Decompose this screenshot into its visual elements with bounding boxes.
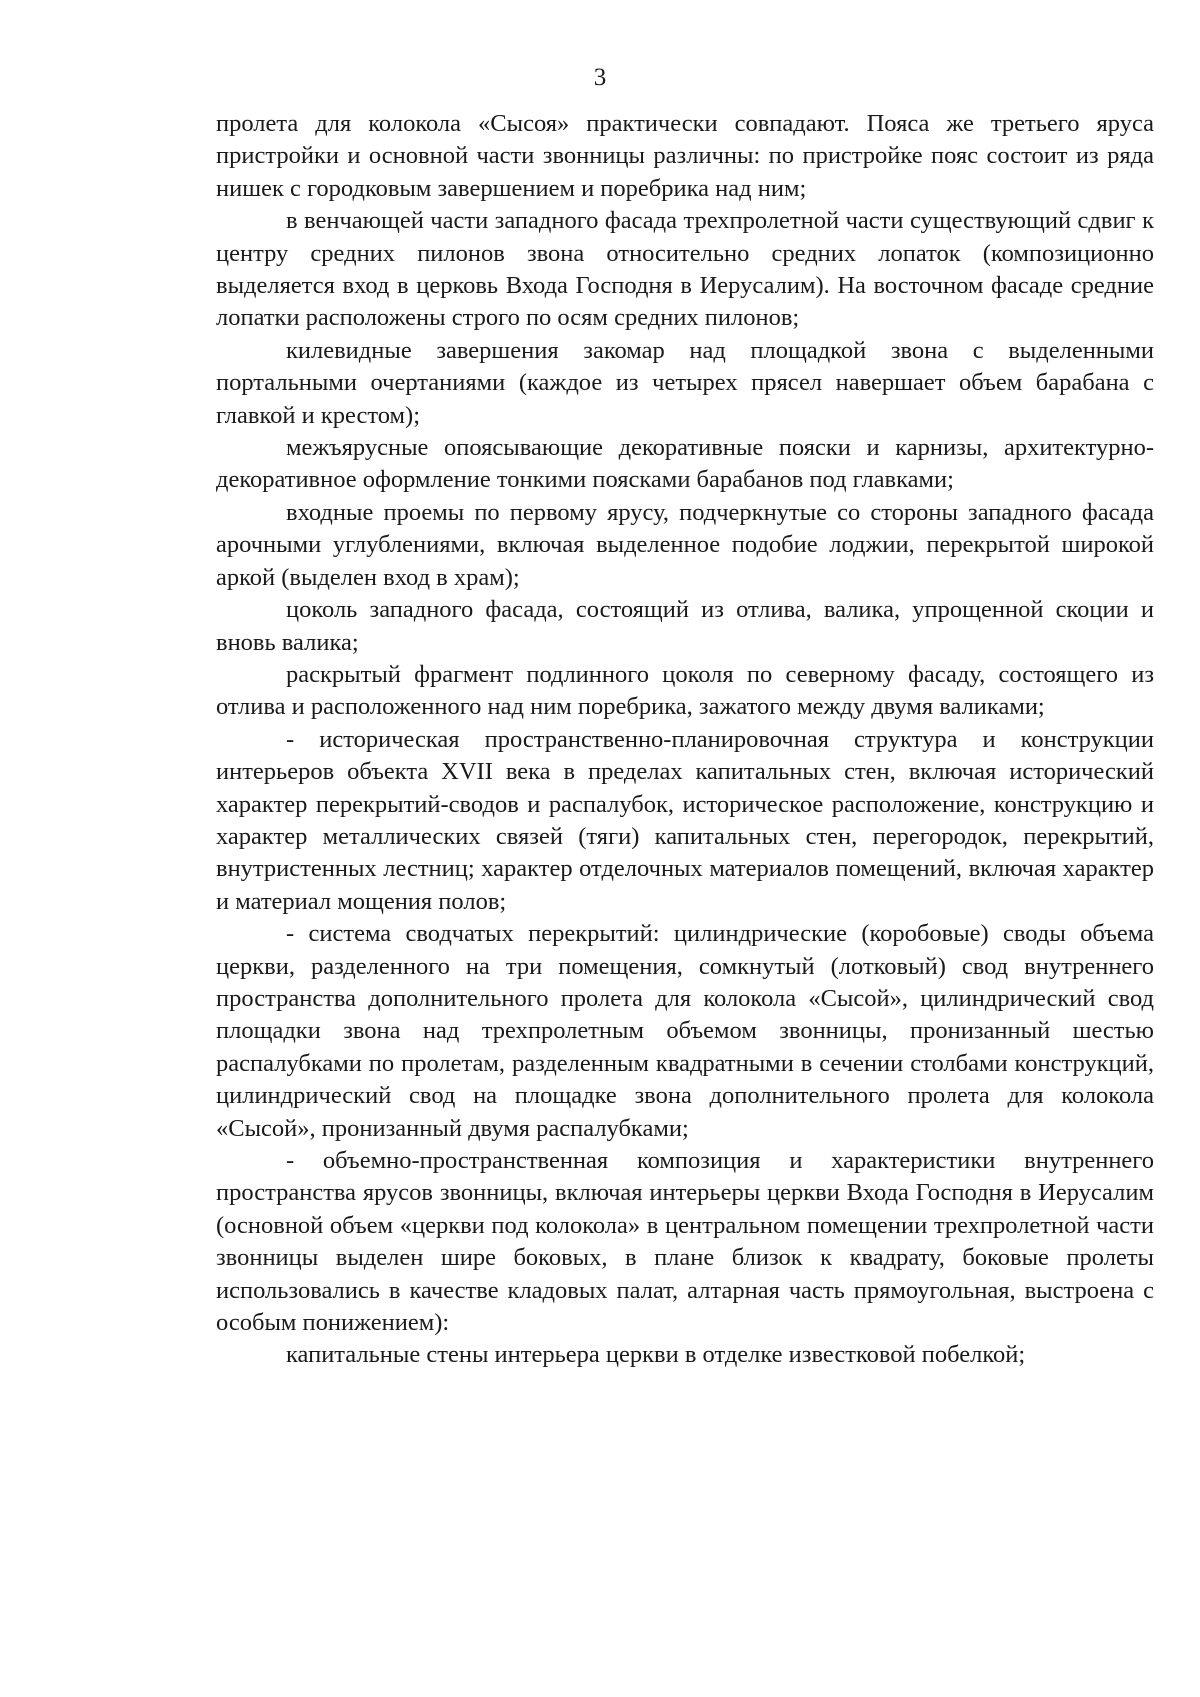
paragraph: цоколь западного фасада, состоящий из отлива, валика, упрощенной скоции и вновь валика;	[216, 596, 1154, 656]
paragraph: входные проемы по первому ярусу, подчеркнутые со стороны западного фасада арочными углублениями, включая выделенное подобие лоджии, перекрытой широкой аркой (выделен вход в храм);	[216, 498, 1154, 591]
paragraph: килевидные завершения закомар над площадкой звона с выделенными портальными очертаниями (каждое из четырех прясел навершает объем барабана с главкой и крестом);	[216, 336, 1154, 429]
paragraph: раскрытый фрагмент подлинного цоколя по северному фасаду, состоящего из отлива и расположенного над ним поребрика, зажатого между двумя валиками;	[216, 660, 1154, 721]
list-item: - объемно-пространственная композиция и характеристики внутреннего пространства ярусов звонницы, включая интерьеры церкви Входа Господня в Иерусалим (основной объем «церкви под колокола» в центральном помещении трехпролетной части звонницы выделен шире боковых, в плане близок к квадрату, боковые пролеты использовались в качестве кладовых палат, алтарная часть прямоугольная, выстроена с особым понижением):	[216, 1147, 1154, 1337]
paragraph: пролета для колокола «Сысоя» практически совпадают. Пояса же третьего яруса пристройки и основной части звонницы различны: по пристройке пояс состоит из ряда нишек с городковым завершением и поребрика над ним;	[216, 110, 1154, 202]
list-item: - историческая пространственно-планировочная структура и конструкции интерьеров объекта XVII века в пределах капитальных стен, включая исторический характер перекрытий-сводов и распалубок, историческое расположение, конструкцию и характер металлических связей (тяги) капитальных стен, перегородок, перекрытий, внутристенных лестниц; характер отделочных материалов помещений, включая характер и материал мощения полов;	[216, 725, 1154, 915]
list-item: - система сводчатых перекрытий: цилиндрические (коробовые) своды объема церкви, разделенного на три помещения, сомкнутый (лотковый) свод внутреннего пространства дополнительного пролета для колокола «Сысой», цилиндрический свод площадки звона над трехпролетным объемом звонницы, пронизанный шестью распалубками по пролетам, разделенным квадратными в сечении столбами конструкций, цилиндрический свод на площадке звона дополнительного пролета для колокола «Сысой», пронизанный двумя распалубками;	[216, 920, 1154, 1142]
page-number: 3	[593, 64, 607, 91]
document-body	[216, 108, 1154, 1372]
paragraph: межъярусные опоясывающие декоративные пояски и карнизы, архитектурно-декоративное оформление тонкими поясками барабанов под главками;	[216, 434, 1154, 494]
paragraph: капитальные стены интерьера церкви в отделке известковой побелкой;	[286, 1341, 1026, 1369]
paragraph: в венчающей части западного фасада трехпролетной части существующий сдвиг к центру средних пилонов звона относительно средних лопаток (композиционно выделяется вход в церковь Входа Господня в Иерусалим). На восточном фасаде средние лопатки расположены строго по осям средних пилонов;	[216, 207, 1154, 332]
